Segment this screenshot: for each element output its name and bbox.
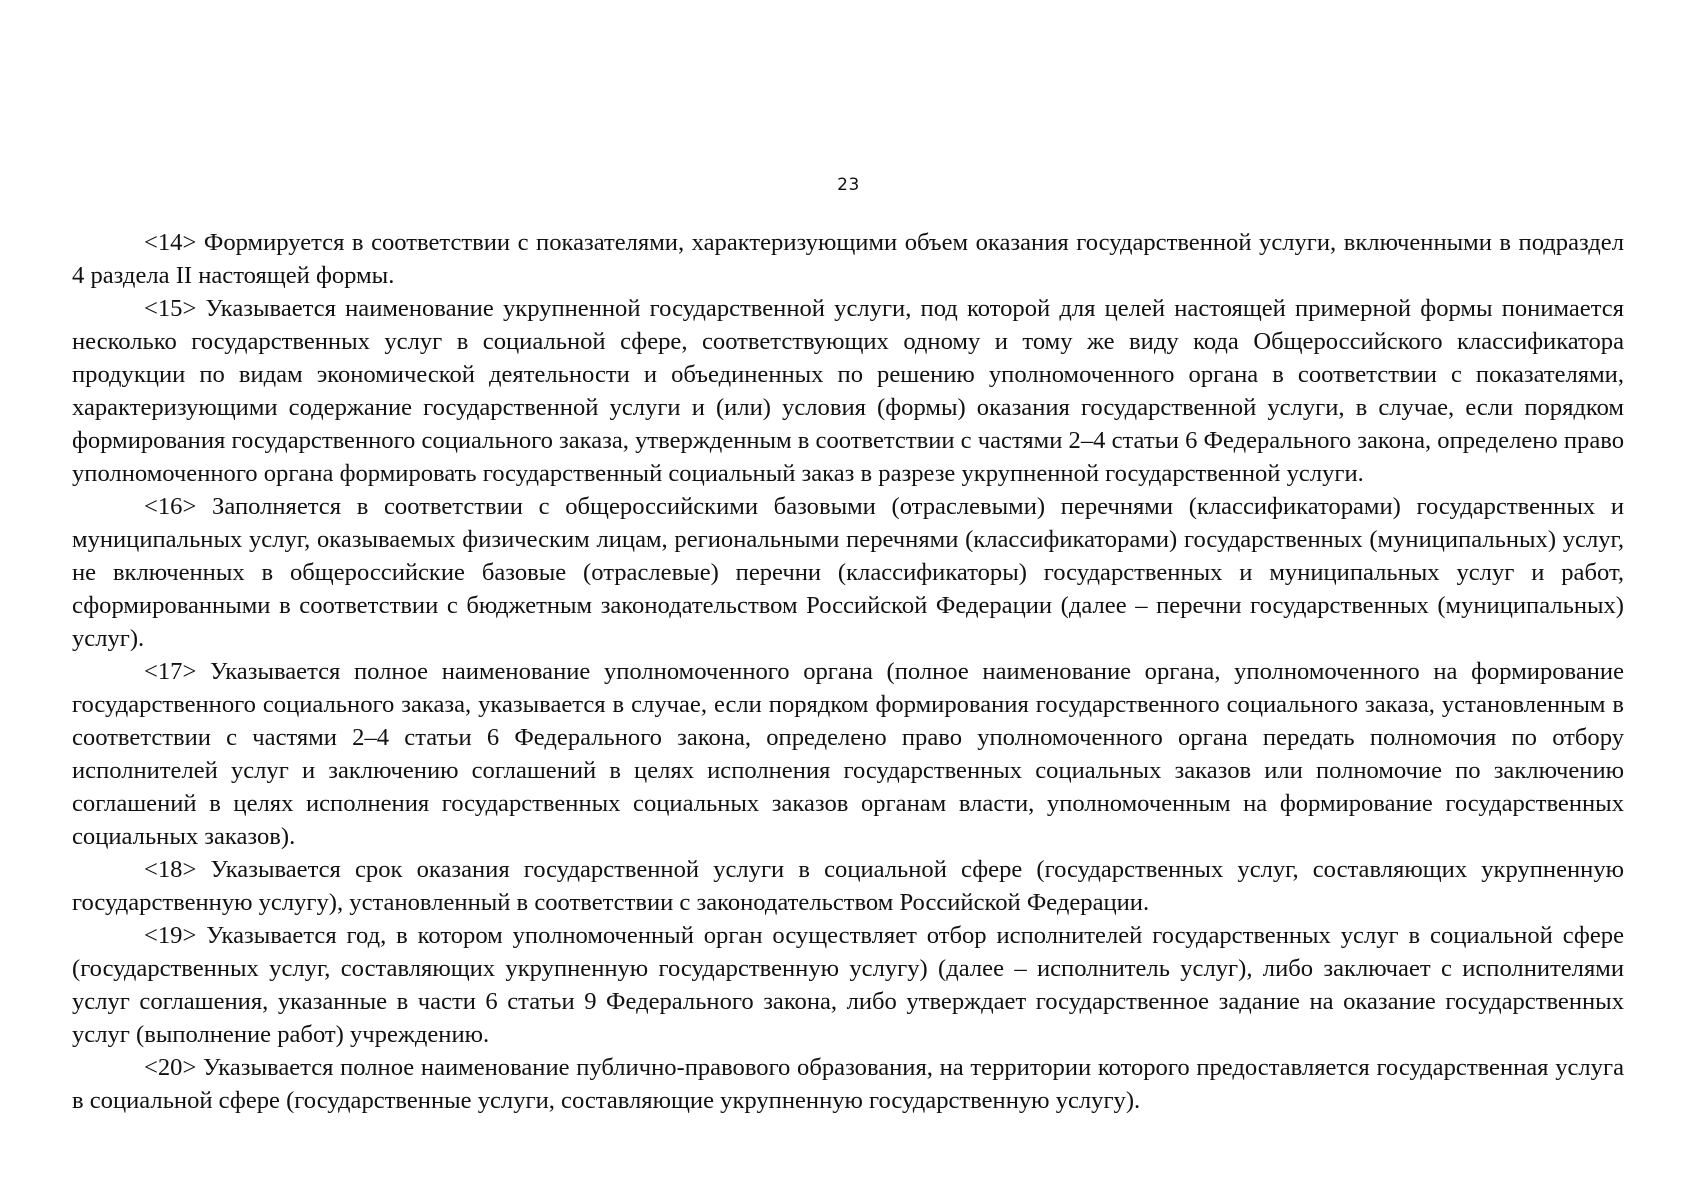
footnote-text: Указывается наименование укрупненной государственной услуги, под которой для целей настоящей примерной формы понимается несколько государственных услуг в социальной сфере, соответствующих одному и тому же виду кода Общероссийского классификатора продукции по видам экономической деятельности и объединенных по решению уполномоченного органа в соответствии с показателями, характеризующими содержание государственной услуги и (или) условия (формы) оказания государственной услуги, в случае, если порядком формирования государственного социального заказа, утвержденным в соответствии с частями 2–4 статьи 6 Федерального закона, определено право уполномоченного органа формировать государственный социальный заказ в разрезе укрупненной государственной услуги.	[72, 295, 1624, 487]
footnote-text: Указывается полное наименование уполномоченного органа (полное наименование органа, уполномоченного на формирование государственного социального заказа, указывается в случае, если порядком формирования государственного социального заказа, установленным в соответствии с частями 2–4 статьи 6 Федерального закона, определено право уполномоченного органа передать полномочия по отбору исполнителей услуг и заключению соглашений в целях исполнения государственных социальных заказов или полномочие по заключению соглашений в целях исполнения государственных социальных заказов органам власти, уполномоченным на формирование государственных социальных заказов).	[72, 658, 1624, 850]
footnote-marker: <14>	[144, 229, 197, 256]
footnote-16	[72, 490, 1624, 655]
footnote-marker: <20>	[144, 1054, 197, 1081]
footnote-marker: <19>	[144, 922, 197, 949]
footnote-19	[72, 919, 1624, 1051]
footnote-18	[72, 853, 1624, 919]
footnote-17	[72, 655, 1624, 853]
footnote-marker: <16>	[144, 493, 197, 520]
footnote-text: Указывается срок оказания государственной услуги в социальной сфере (государственных услуг, составляющих укрупненную государственную услугу), установленный в соответствии с законодательством Российской Федерации.	[72, 856, 1624, 916]
footnote-text: Указывается год, в котором уполномоченный орган осуществляет отбор исполнителей государственных услуг в социальной сфере (государственных услуг, составляющих укрупненную государственную услугу) (далее – исполнитель услуг), либо заключает с исполнителями услуг соглашения, указанные в части 6 статьи 9 Федерального закона, либо утверждает государственное задание на оказание государственных услуг (выполнение работ) учреждению.	[72, 922, 1624, 1048]
footnote-text: Заполняется в соответствии с общероссийскими базовыми (отраслевыми) перечнями (классификаторами) государственных и муниципальных услуг, оказываемых физическим лицам, региональными перечнями (классификаторами) государственных (муниципальных) услуг, не включенных в общероссийские базовые (отраслевые) перечни (классификаторы) государственных и муниципальных услуг и работ, сформированными в соответствии с бюджетным законодательством Российской Федерации (далее – перечни государственных (муниципальных) услуг).	[72, 493, 1624, 652]
footnote-marker: <17>	[144, 658, 197, 685]
footnote-text: Формируется в соответствии с показателями, характеризующими объем оказания государственной услуги, включенными в подраздел 4 раздела II настоящей формы.	[72, 229, 1624, 289]
footnote-14	[72, 226, 1624, 292]
footnote-text: Указывается полное наименование публично-правового образования, на территории которого предоставляется государственная услуга в социальной сфере (государственные услуги, составляющие укрупненную государственную услугу).	[72, 1054, 1624, 1114]
footnote-marker: <18>	[144, 856, 197, 883]
footnote-20	[72, 1051, 1624, 1117]
footnotes-block	[72, 226, 1624, 1117]
footnote-marker: <15>	[144, 295, 197, 322]
page-number: 23	[837, 175, 860, 195]
footnote-15	[72, 292, 1624, 490]
